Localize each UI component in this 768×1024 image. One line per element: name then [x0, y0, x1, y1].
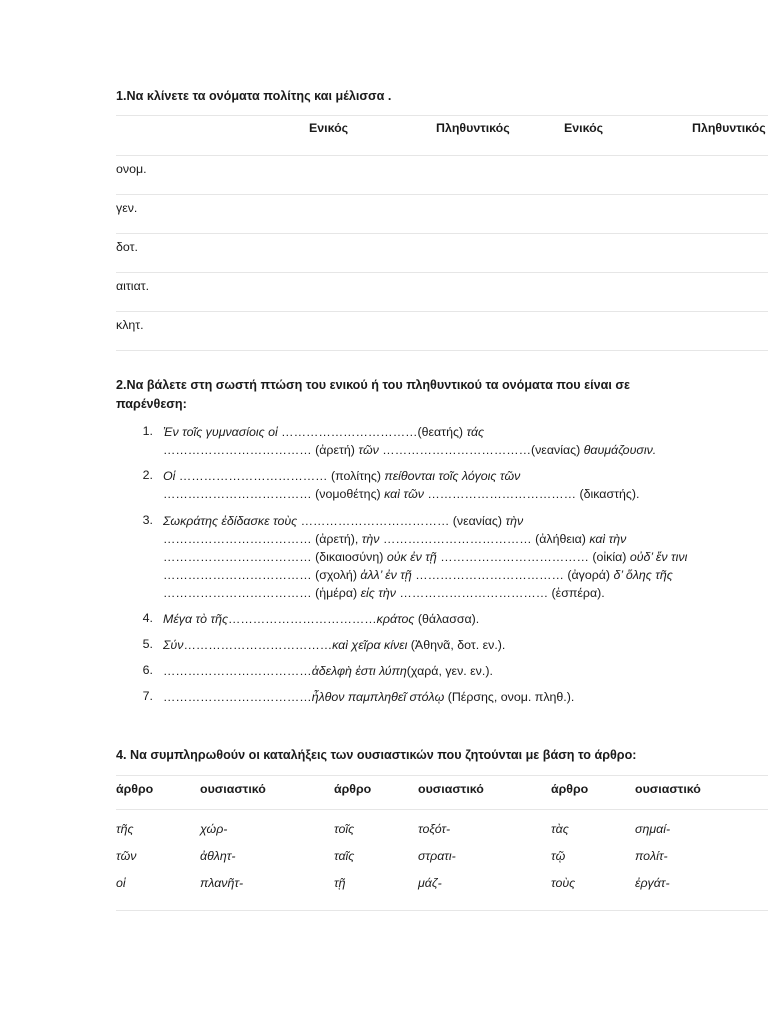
exercise-line	[163, 485, 639, 503]
table-row	[116, 273, 768, 312]
case-label: αιτιατ.	[116, 279, 150, 293]
exercise-line	[163, 512, 523, 530]
header-noun-1: ουσιαστικό	[200, 782, 266, 796]
case-label: γεν.	[116, 201, 138, 215]
exercise-number: 3.	[142, 513, 153, 527]
greek-text: τὴν	[361, 532, 383, 546]
exercise-line	[163, 548, 687, 566]
exercise-line	[163, 610, 479, 628]
article-noun-table-header	[116, 775, 768, 810]
blank-with-hint: (θάλασσα).	[417, 612, 480, 626]
greek-text: τάς	[466, 425, 485, 439]
blank-with-hint: ………………………………	[163, 690, 312, 704]
article-cell: τῇ	[334, 876, 346, 890]
article-cell: τοὺς	[551, 876, 576, 890]
blank-with-hint: ……………………………… (ἀρετή)	[163, 443, 359, 457]
case-label: ονομ.	[116, 162, 147, 176]
greek-text: καὶ τῶν	[384, 487, 428, 501]
greek-text: οὐδ’ ἔν τινι	[629, 550, 688, 564]
article-cell: τὰς	[551, 822, 569, 836]
noun-cell: τοξότ-	[418, 822, 451, 836]
blank-with-hint: ………………………………(νεανίας)	[382, 443, 584, 457]
greek-text: Οἱ	[163, 469, 179, 483]
exercise-line	[163, 688, 574, 706]
case-label: δοτ.	[116, 240, 138, 254]
blank-with-hint: ……………………………(θεατής)	[281, 425, 467, 439]
exercise-number: 2.	[142, 468, 153, 482]
exercise-number: 7.	[142, 689, 153, 703]
header-article-2: άρθρο	[334, 782, 372, 796]
header-plural-1: Πληθυντικός	[436, 121, 510, 135]
noun-cell: μάζ-	[418, 876, 442, 890]
noun-cell: πολίτ-	[635, 849, 668, 863]
greek-text: δ’ ὅλης τῆς	[613, 568, 673, 582]
header-singular-1: Ενικός	[309, 121, 349, 135]
article-noun-table	[116, 775, 768, 911]
greek-text: εἰς τὴν	[360, 586, 400, 600]
greek-text: πείθονται τοῖς λόγοις τῶν	[384, 469, 521, 483]
noun-cell: πλανῆτ-	[200, 876, 244, 890]
exercise-line	[163, 584, 605, 602]
greek-text: κράτος	[376, 612, 418, 626]
blank-with-hint: ……………………………… (οἰκία)	[440, 550, 630, 564]
greek-text: Σύν	[163, 638, 184, 652]
greek-text: καὶ χεῖρα κίνει	[332, 638, 411, 652]
greek-text: καὶ τὴν	[589, 532, 627, 546]
greek-text: ἦλθον παμπληθεῖ στόλῳ	[311, 690, 448, 704]
blank-with-hint: ……………………………… (ἡμέρα)	[163, 586, 361, 600]
table-row	[116, 234, 768, 273]
blank-with-hint: ………………………………	[163, 664, 312, 678]
header-noun-3: ουσιαστικό	[635, 782, 701, 796]
blank-with-hint: ……………………………… (νεανίας)	[300, 514, 506, 528]
greek-text: Σωκράτης ἐδίδασκε τοὺς	[163, 514, 301, 528]
blank-with-hint: ……………………………… (ἀγορά)	[415, 568, 614, 582]
table-row	[116, 195, 768, 234]
article-noun-table-body	[116, 810, 768, 911]
header-noun-2: ουσιαστικό	[418, 782, 484, 796]
noun-cell: ἀθλητ-	[200, 849, 236, 863]
article-cell: ταῖς	[334, 849, 355, 863]
exercise-line	[163, 636, 505, 654]
noun-cell: ἐργάτ-	[635, 876, 670, 890]
header-article-1: άρθρο	[116, 782, 154, 796]
table-row	[116, 312, 768, 351]
section4-title: 4. Να συμπληρωθούν οι καταλήξεις των ουσιαστικών που ζητούνται με βάση το άρθρο:	[116, 748, 637, 762]
greek-text: ἀλλ’ ἐν τῇ	[360, 568, 416, 582]
blank-with-hint: ……………………………… (δικαστής).	[427, 487, 640, 501]
header-article-3: άρθρο	[551, 782, 589, 796]
blank-with-hint: ……………………………… (νομοθέτης)	[163, 487, 385, 501]
header-singular-2: Ενικός	[564, 121, 604, 135]
table-row	[116, 849, 768, 877]
article-cell: τῆς	[116, 822, 134, 836]
header-plural-2: Πληθυντικός	[692, 121, 766, 135]
exercise-line	[163, 566, 673, 584]
blank-with-hint: (Πέρσης, ονομ. πληθ.).	[447, 690, 575, 704]
blank-with-hint: ………………………………	[227, 612, 377, 626]
greek-text: τῶν	[358, 443, 383, 457]
article-cell: τῶν	[116, 849, 137, 863]
blank-with-hint: ………………………………	[183, 638, 333, 652]
blank-with-hint: (Ἀθηνᾶ, δοτ. εν.).	[410, 638, 506, 652]
exercise-line	[163, 423, 484, 441]
table-row	[116, 822, 768, 850]
greek-text: Ἐν τοῖς γυμνασίοις οἱ	[163, 425, 282, 439]
greek-text: οὐκ ἐν τῇ	[386, 550, 441, 564]
exercise-number: 4.	[142, 611, 153, 625]
exercise-line	[163, 662, 493, 680]
declension-table-header	[116, 115, 768, 156]
noun-cell: στρατι-	[418, 849, 456, 863]
greek-text: ἀδελφὴ ἐστι λύπη	[311, 664, 407, 678]
exercise-number: 6.	[142, 663, 153, 677]
greek-text: Μέγα τὸ τῆς	[163, 612, 228, 626]
article-cell: τοῖς	[334, 822, 355, 836]
blank-with-hint: ……………………………… (ἀλήθεια)	[382, 532, 590, 546]
blank-with-hint: (χαρά, γεν. εν.).	[406, 664, 493, 678]
article-cell: τῷ	[551, 849, 566, 863]
exercise-number: 5.	[142, 637, 153, 651]
greek-text: τὴν	[505, 514, 524, 528]
blank-with-hint: ……………………………… (ἀρετή),	[163, 532, 362, 546]
exercise-line	[163, 467, 520, 485]
case-label: κλητ.	[116, 318, 144, 332]
section1-title: 1.Να κλίνετε τα ονόματα πολίτης και μέλισσα .	[116, 89, 392, 103]
blank-with-hint: ……………………………… (πολίτης)	[178, 469, 385, 483]
noun-cell: χώρ-	[200, 822, 228, 836]
exercise-line	[163, 530, 626, 548]
exercise-line	[163, 441, 656, 459]
exercise-number: 1.	[142, 424, 153, 438]
blank-with-hint: ……………………………… (σχολή)	[163, 568, 361, 582]
declension-table	[116, 115, 768, 351]
blank-with-hint: ……………………………… (ἑσπέρα).	[399, 586, 605, 600]
greek-text: θαυμάζουσιν.	[583, 443, 657, 457]
blank-with-hint: ……………………………… (δικαιοσύνη)	[163, 550, 387, 564]
table-row	[116, 156, 768, 195]
section2-title: 2.Να βάλετε στη σωστή πτώση του ενικού ή του πληθυντικού τα ονόματα που είναι σε παρένθεση:	[116, 378, 630, 411]
table-row	[116, 876, 768, 904]
noun-cell: σημαί-	[635, 822, 671, 836]
article-cell: οἱ	[116, 876, 126, 890]
